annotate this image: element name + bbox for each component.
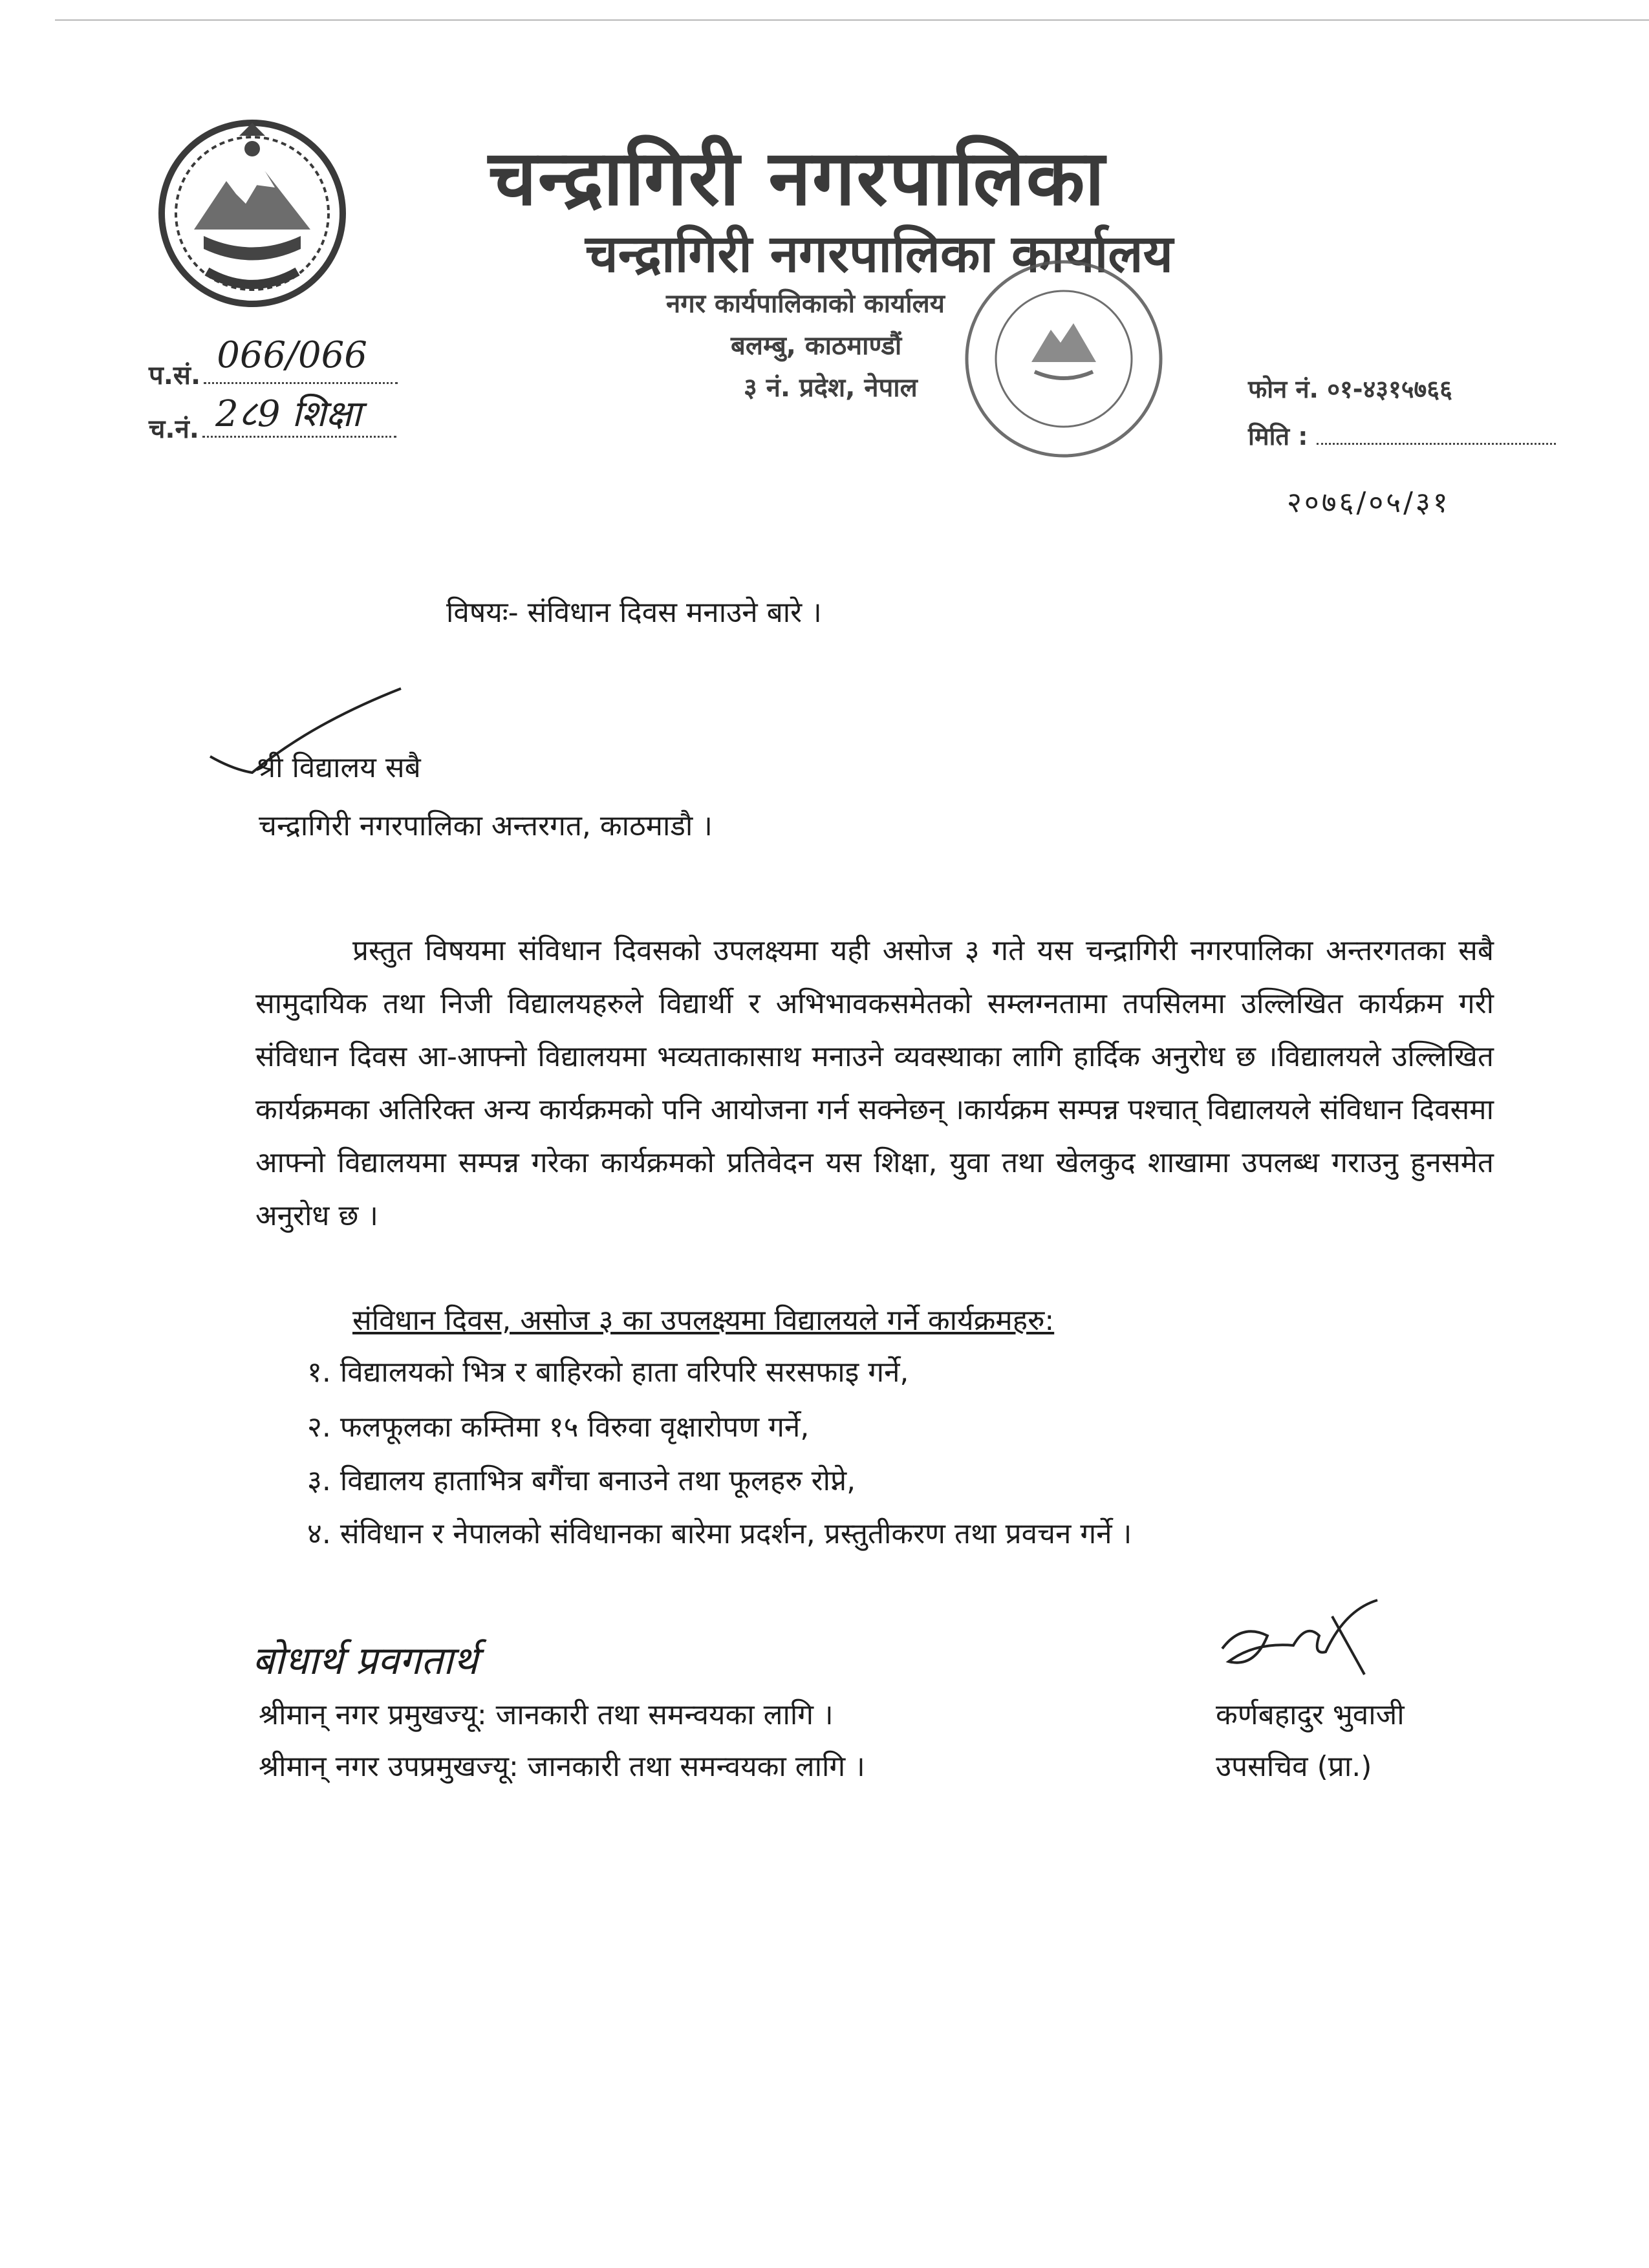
signatory-name: कर्णबहादुर भुवाजी [1216, 1698, 1405, 1731]
nepal-emblem-icon [149, 110, 356, 317]
address-line-3: ३ नं. प्रदेश, नेपाल [744, 373, 918, 403]
cc-line-2: श्रीमान् नगर उपप्रमुखज्यू: जानकारी तथा समन्वयका लागि । [259, 1750, 865, 1783]
pa-sa-value: 066/066 [217, 334, 367, 376]
office-stamp [957, 252, 1170, 465]
date-label: मिति : [1248, 422, 1308, 451]
recipient-line-2: चन्द्रागिरी नगरपालिका अन्तरगत, काठमाडौ । [259, 809, 713, 842]
pa-sa-label: प.सं. [149, 361, 201, 390]
cha-na-value: 2८9 शिक्षा [215, 393, 361, 435]
subject-line: विषयः- संविधान दिवस मनाउने बारे । [446, 596, 822, 629]
date-value: २०७६/०५/३१ [1287, 486, 1450, 519]
phone-number: फोन नं. ०१-४३१५७६६ [1248, 375, 1452, 403]
cha-na-dotted-line [202, 393, 396, 438]
address-line-1: नगर कार्यपालिकाको कार्यालय [666, 289, 945, 319]
pa-sa-dotted-line [204, 334, 398, 384]
program-list-heading: संविधान दिवस, असोज ३ का उपलक्ष्यमा विद्यालयले गर्ने कार्यक्रमहरु: [352, 1304, 1055, 1337]
cc-handwritten-note: बोधार्थ प्रवगतार्थ [252, 1638, 479, 1684]
signature-icon [1216, 1597, 1410, 1681]
date-row [1248, 419, 1556, 453]
letterhead-subtitle: चन्द्रागिरी नगरपालिका कार्यालय [585, 224, 1173, 284]
recipient-line-1: श्री विद्यालय सबै [255, 751, 421, 784]
top-border-line [55, 19, 1649, 21]
cha-na-label: च.नं. [149, 414, 199, 444]
reference-number [149, 334, 398, 392]
letter-body: प्रस्तुत विषयमा संविधान दिवसको उपलक्ष्यमा यही असोज ३ गते यस चन्द्रागिरी नगरपालिका अन्तरगतका सबै सामुदायिक तथा निजी विद्यालयहरुले विद्यार्थी र अभिभावकसमेतको सम्लग्नतामा तपसिलमा उल्लिखित कार्यक्रम गरी संविधान दिवस आ-आफ्नो विद्यालयमा भव्यताकासाथ मनाउने व्यवस्थाका लागि हार्दिक अनुरोध छ ।विद्यालयले उल्लिखित कार्यक्रमका अतिरिक्त अन्य कार्यक्रमको पनि आयोजना गर्न सक्नेछन् ।कार्यक्रम सम्पन्न पश्चात् विद्यालयले संविधान दिवसमा आफ्नो विद्यालयमा सम्पन्न गरेका कार्यक्रमको प्रतिवेदन यस शिक्षा, युवा तथा खेलकुद शाखामा उपलब्ध गराउनु हुनसमेत अनुरोध छ । [255, 934, 1494, 1232]
program-list-item: ४. संविधान र नेपालको संविधानका बारेमा प्रदर्शन, प्रस्तुतीकरण तथा प्रवचन गर्ने । [307, 1517, 1132, 1550]
dispatch-number [149, 393, 396, 445]
program-list-item: १. विद्यालयको भित्र र बाहिरको हाता वरिपरि सरसफाइ गर्ने, [307, 1356, 909, 1389]
date-dotted-line [1317, 426, 1556, 445]
program-list-item: ३. विद्यालय हाताभित्र बगैंचा बनाउने तथा फूलहरु रोप्ने, [307, 1464, 856, 1497]
cc-line-1: श्रीमान् नगर प्रमुखज्यू: जानकारी तथा समन्वयका लागि । [259, 1698, 834, 1731]
program-list-item: २. फलफूलका कम्तिमा १५ विरुवा वृक्षारोपण गर्ने, [307, 1411, 810, 1444]
address-line-2: बलम्बु, काठमाण्डौं [731, 331, 902, 361]
letterhead-title: चन्द्रागिरी नगरपालिका [488, 133, 1106, 222]
signatory-title: उपसचिव (प्रा.) [1216, 1750, 1372, 1783]
